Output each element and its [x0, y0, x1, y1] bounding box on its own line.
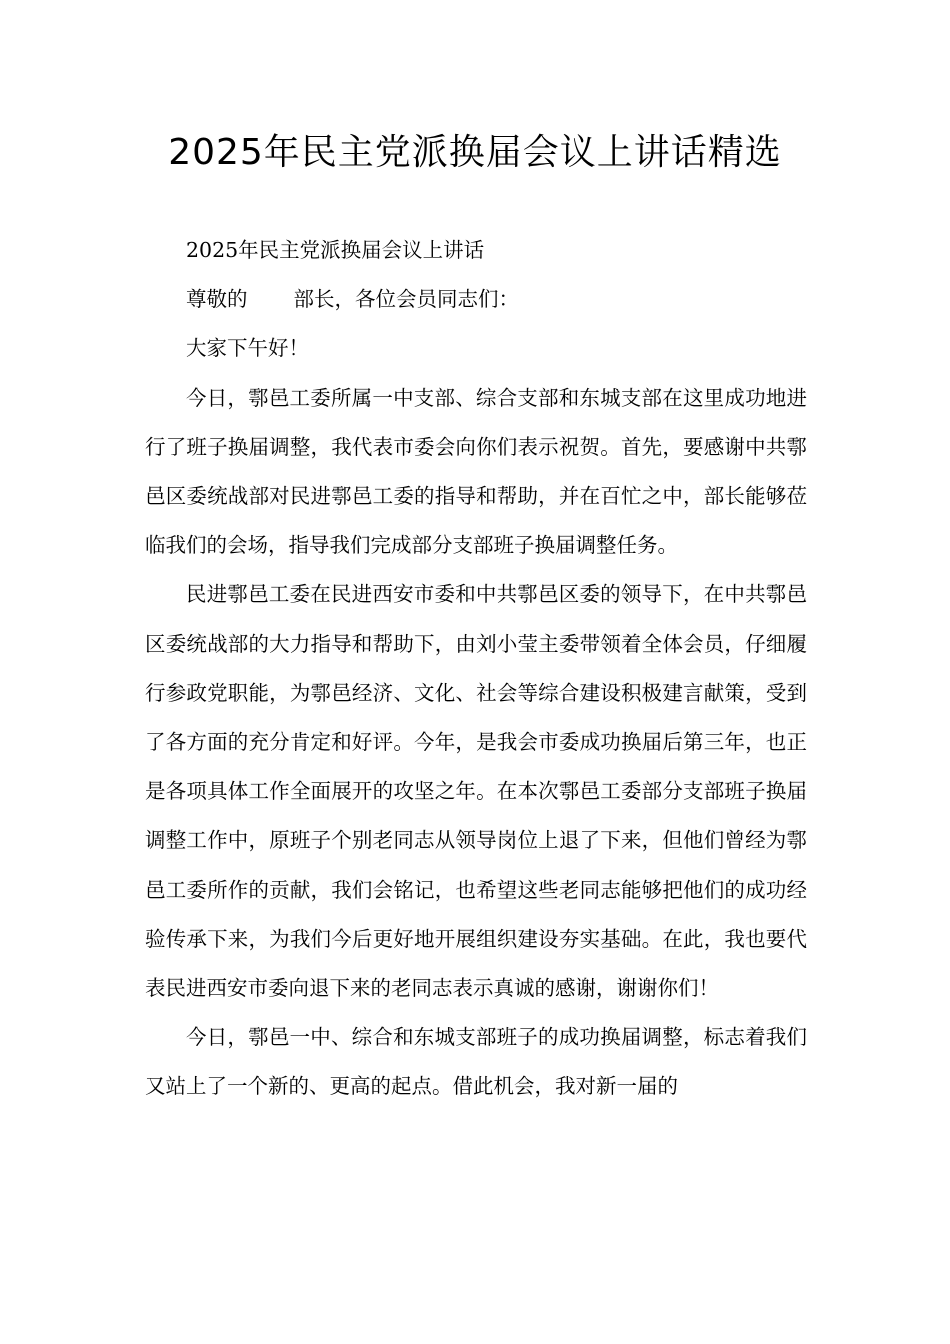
paragraph-3: 今日，鄠邑一中、综合和东城支部班子的成功换届调整，标志着我们又站上了一个新的、更高的起点。借此机会，我对新一届的: [145, 1025, 807, 1099]
speech-title: 2025年民主党派换届会议上讲话: [186, 238, 485, 262]
salutation-part-1: 尊敬的: [186, 287, 248, 312]
paragraph-2: 民进鄠邑工委在民进西安市委和中共鄠邑区委的领导下，在中共鄠邑区委统战部的大力指导和帮助下，由刘小莹主委带领着全体会员，仔细履行参政党职能，为鄠邑经济、文化、社会等综合建设积极建言献策，受到了各方面的充分肯定和好评。今年，是我会市委成功换届后第三年，也正是各项具体工作全面展开的攻坚之年。在本次鄠邑工委部分支部班子换届调整工作中，原班子个别老同志从领导岗位上退了下来，但他们曾经为鄠邑工委所作的贡献，我们会铭记，也希望这些老同志能够把他们的成功经验传承下来，为我们今后更好地开展组织建设夯实基础。在此，我也要代表民进西安市委向退下来的老同志表示真诚的感谢，谢谢你们！: [145, 582, 807, 1001]
salutation: [145, 275, 807, 324]
salutation-part-2: 部长，各位会员同志们：: [293, 287, 519, 312]
greeting: 大家下午好！: [186, 336, 309, 361]
document-body: [145, 226, 807, 1112]
paragraph-1: 今日，鄠邑工委所属一中支部、综合支部和东城支部在这里成功地进行了班子换届调整，我代表市委会向你们表示祝贺。首先，要感谢中共鄠邑区委统战部对民进鄠邑工委的指导和帮助，并在百忙之中，部长能够莅临我们的会场，指导我们完成部分支部班子换届调整任务。: [145, 385, 807, 558]
document-title: 2025年民主党派换届会议上讲话精选: [168, 132, 782, 173]
